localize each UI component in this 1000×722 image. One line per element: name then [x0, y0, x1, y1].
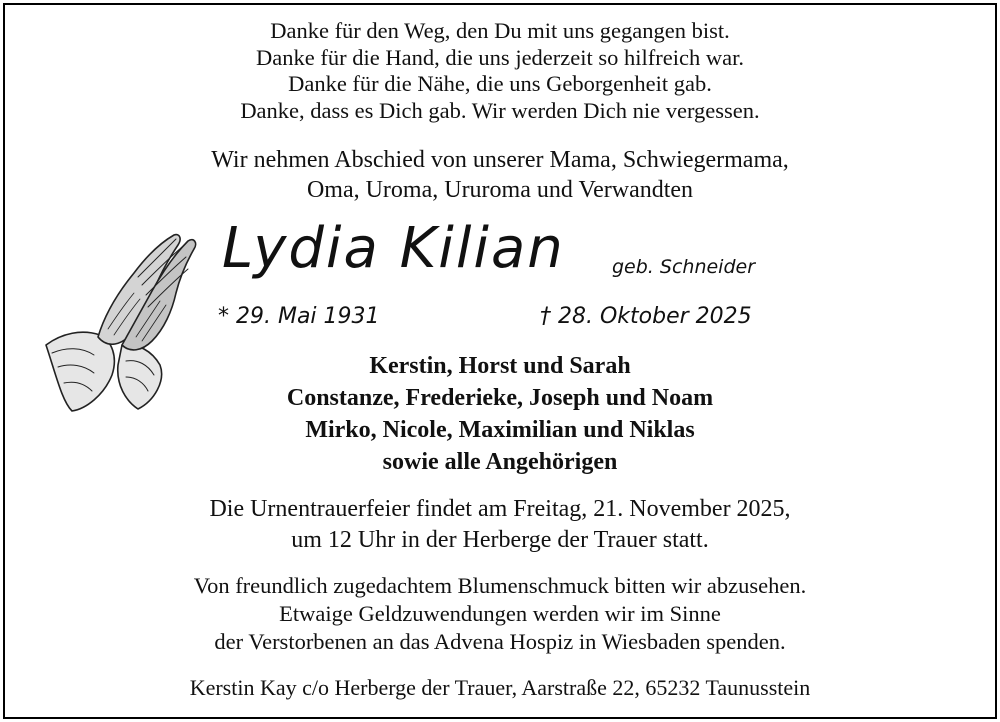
maiden-name: geb. Schneider: [612, 256, 756, 278]
notice-line-3: der Verstorbenen an das Advena Hospiz in Wiesbaden spenden.: [214, 629, 786, 654]
intro-line-1: Wir nehmen Abschied von unserer Mama, Schwiegermama,: [211, 147, 789, 173]
family-line-4: sowie alle Angehörigen: [382, 449, 618, 475]
birth-date: * 29. Mai 1931: [218, 304, 380, 329]
death-date: † 28. Oktober 2025: [540, 304, 752, 329]
poem-line-1: Danke für den Weg, den Du mit uns gegangen bist.: [270, 18, 730, 43]
service-line-1: Die Urnentrauerfeier findet am Freitag, 21. November 2025,: [209, 496, 791, 522]
contact-address: Kerstin Kay c/o Herberge der Trauer, Aarstraße 22, 65232 Taunusstein: [189, 675, 811, 700]
notice-line-1: Von freundlich zugedachtem Blumenschmuck bitten wir abzusehen.: [193, 573, 807, 598]
family-line-1: Kerstin, Horst und Sarah: [369, 353, 631, 379]
service-line-2: um 12 Uhr in der Herberge der Trauer statt.: [291, 527, 709, 553]
family-line-2: Constanze, Frederieke, Joseph und Noam: [286, 385, 714, 411]
poem-line-3: Danke für die Nähe, die uns Geborgenheit gab.: [288, 71, 712, 96]
family-line-3: Mirko, Nicole, Maximilian und Niklas: [305, 417, 695, 443]
notice-line-2: Etwaige Geldzuwendungen werden wir im Sinne: [279, 601, 721, 626]
poem-line-4: Danke, dass es Dich gab. Wir werden Dich nie vergessen.: [240, 97, 760, 123]
intro-line-2: Oma, Uroma, Ururoma und Verwandten: [306, 177, 694, 203]
deceased-name: Lydia Kilian: [222, 216, 565, 281]
poem-line-2: Danke für die Hand, die uns jederzeit so hilfreich war.: [256, 44, 744, 70]
